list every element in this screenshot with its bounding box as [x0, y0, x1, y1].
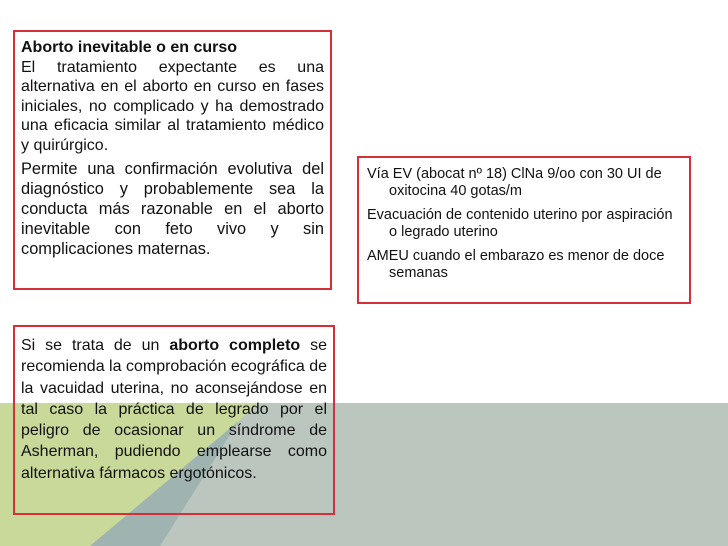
treatment-item: Evacuación de contenido uterino por aspiración o legrado uterino	[367, 207, 673, 240]
complete-abortion-bold: aborto completo	[169, 337, 301, 354]
inevitable-abortion-paragraph-1: El tratamiento expectante es una alternativa en el aborto en curso en fases iniciales, no complicado y ha demostrado una eficacia similar al tratamiento médico y quirúrgico.	[21, 58, 324, 154]
complete-abortion-box	[13, 325, 335, 515]
treatment-item: AMEU cuando el embarazo es menor de doce semanas	[367, 248, 665, 281]
complete-abortion-prefix: Si se trata de un	[21, 337, 170, 354]
inevitable-abortion-text	[21, 38, 324, 259]
inevitable-abortion-title: Aborto inevitable o en curso	[21, 39, 238, 56]
treatment-list-box	[357, 156, 691, 304]
treatment-item: Vía EV (abocat nº 18) ClNa 9/oo con 30 UI de oxitocina 40 gotas/m	[367, 166, 662, 199]
inevitable-abortion-paragraph-2: Permite una confirmación evolutiva del diagnóstico y probablemente sea la conducta más razonable en el aborto inevitable con feto vivo y sin complicaciones maternas.	[21, 160, 324, 258]
complete-abortion-rest: se recomienda la comprobación ecográfica de la vacuidad uterina, no aconsejándose en tal caso la práctica de legrado por el peligro de ocasionar un síndrome de Asherman, pudiendo emplearse como alternativa fármacos ergotónicos.	[21, 337, 328, 482]
complete-abortion-text	[21, 335, 327, 484]
treatment-list	[367, 166, 681, 282]
inevitable-abortion-box	[13, 30, 332, 290]
